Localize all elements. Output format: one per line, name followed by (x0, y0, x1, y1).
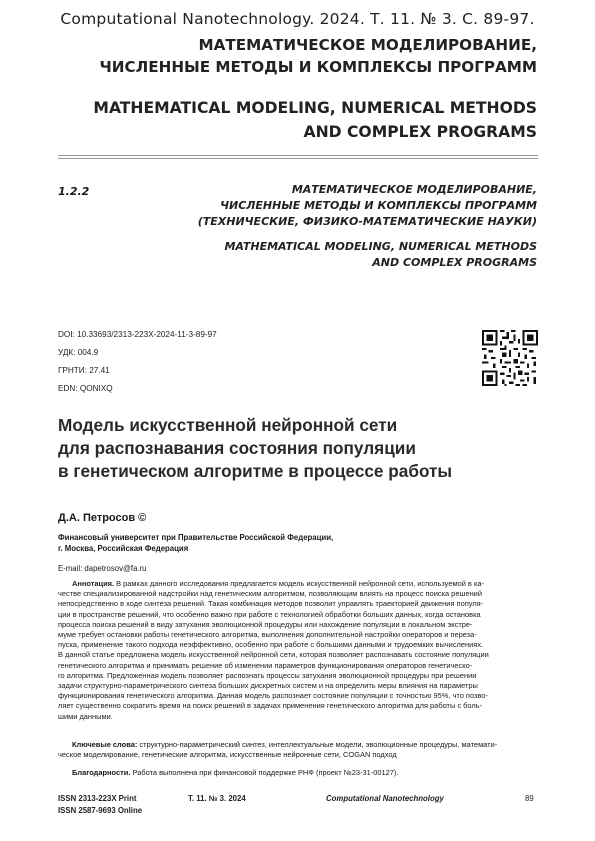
grnti: ГРНТИ: 27.41 (58, 366, 110, 375)
rubric-ru-line: МАТЕМАТИЧЕСКОЕ МОДЕЛИРОВАНИЕ, (291, 183, 537, 196)
section-title-ru (99, 34, 537, 78)
section-title-ru-line: МАТЕМАТИЧЕСКОЕ МОДЕЛИРОВАНИЕ, (198, 36, 537, 54)
section-title-en-line: MATHEMATICAL MODELING, NUMERICAL METHODS (93, 99, 537, 117)
keywords (58, 740, 538, 760)
abstract (58, 579, 538, 722)
abstract-line: ции в пространстве решений, что особенно важно при работе с технологией обработки больших данных, когда остановка (58, 609, 481, 619)
author-name: Д.А. Петросов © (58, 512, 147, 524)
affiliation-line: Финансовый университет при Правительстве Российской Федерации, (58, 533, 334, 542)
abstract-line: го алгоритма. Предложенная модель позволяет распознать процессы затухания эволюционной процедуры при решении (58, 670, 477, 680)
abstract-line: шими данными. (58, 711, 113, 721)
abstract-line: непосредственно в ходе синтеза решений. Такая комбинация методов позволит управлять траекторией движения популя- (58, 599, 484, 609)
qr-code (482, 330, 538, 386)
keywords-line: ческое моделирование, генетические алгоритма, искусственные нейронные сети, COGAN подход (58, 750, 397, 760)
author-email[interactable]: E-mail: dapetrosov@fa.ru (58, 564, 147, 573)
doi[interactable]: DOI: 10.33693/2313-223X-2024-11-3-89-97 (58, 330, 217, 339)
keywords-text: структурно-параметрический синтез, интеллектуальные модели, эволюционные процедуры, математи- (139, 740, 498, 749)
acknowledgment (58, 768, 538, 778)
article-title (58, 414, 528, 483)
abstract-line: процесса поиска решений в виду затухания эволюционной процедуры или нахождение популяции в локальном экстре- (58, 619, 473, 629)
page-number: 89 (525, 794, 534, 803)
rubric-en (224, 239, 537, 271)
abstract-line: В данной статье предложена модель искусственной нейронной сети, которая позволяет распознавать состояние популяции (58, 650, 489, 660)
rubric-en-line: AND COMPLEX PROGRAMS (372, 256, 537, 269)
affiliation-line: г. Москва, Российская Федерация (58, 544, 189, 553)
rubric-ru (198, 182, 537, 230)
edn: EDN: QONIXQ (58, 384, 113, 393)
acknowledgment-text: Работа выполнена при финансовой поддержке РНФ (проект №23-31-00127). (132, 768, 399, 777)
article-title-line: Модель искусственной нейронной сети (58, 415, 398, 435)
abstract-text: В рамках данного исследования предлагается модель искусственной нейронной сети, используемой в ка- (116, 579, 484, 588)
abstract-line: задачи структурно-параметрического синтеза больших дискретных систем и на определить меры влияния на параметры (58, 681, 478, 691)
section-title-ru-line: ЧИСЛЕННЫЕ МЕТОДЫ И КОМПЛЕКСЫ ПРОГРАММ (99, 58, 537, 76)
keywords-line (58, 740, 538, 750)
abstract-line: пуска, применение такого подхода неэффективно, особенно при работе с большими данными и трудоемких вычислениях. (58, 640, 484, 650)
acknowledgment-label: Благодарности. (72, 768, 131, 777)
article-title-line: в генетическом алгоритме в процессе работы (58, 461, 453, 481)
journal-header: Computational Nanotechnology. 2024. Т. 11. № 3. С. 89-97. (60, 10, 535, 28)
abstract-label: Аннотация. (72, 579, 115, 588)
abstract-line: честве специализированной надстройки над генетическим алгоритмом, позволяющим влиять на процесс поиска решений (58, 589, 482, 599)
rubric-en-line: MATHEMATICAL MODELING, NUMERICAL METHODS (224, 240, 537, 253)
affiliation (58, 532, 333, 554)
footer-volume: Т. 11. № 3. 2024 (188, 794, 246, 803)
issn-print: ISSN 2313-223X Print (58, 794, 137, 803)
section-title-en (93, 96, 537, 144)
keywords-label: Ключевые слова: (72, 740, 138, 749)
abstract-line: ляет существенно сократить время на поиск решений в задачах применения генетического алгоритма для работы с боль- (58, 701, 483, 711)
rubric-ru-line: ЧИСЛЕННЫЕ МЕТОДЫ И КОМПЛЕКСЫ ПРОГРАММ (220, 199, 537, 212)
section-title-en-line: AND COMPLEX PROGRAMS (303, 123, 537, 141)
abstract-line: функционирования генетического алгоритма. Данная модель распознает состояние популяции с точностью 95%, что позво- (58, 691, 488, 701)
rubric-ru-line: (ТЕХНИЧЕСКИЕ, ФИЗИКО-МАТЕМАТИЧЕСКИЕ НАУКИ) (197, 215, 537, 228)
footer-journal: Computational Nanotechnology (326, 794, 444, 803)
article-title-line: для распознавания состояния популяции (58, 438, 416, 458)
abstract-line: муме требует остановки работы генетического алгоритма, выполнения дополнительной настройки операторов и переза- (58, 630, 477, 640)
abstract-line: генетического алгоритма и принимать решение об изменении параметров функционирования операторов генетическо- (58, 660, 473, 670)
acknowledgment-line (58, 768, 538, 778)
udk: УДК: 004.9 (58, 348, 99, 357)
divider-line (58, 158, 538, 159)
divider-line (58, 155, 538, 156)
issn-online: ISSN 2587-9693 Online (58, 806, 143, 815)
abstract-line (58, 579, 538, 589)
rubric-code: 1.2.2 (58, 185, 90, 198)
